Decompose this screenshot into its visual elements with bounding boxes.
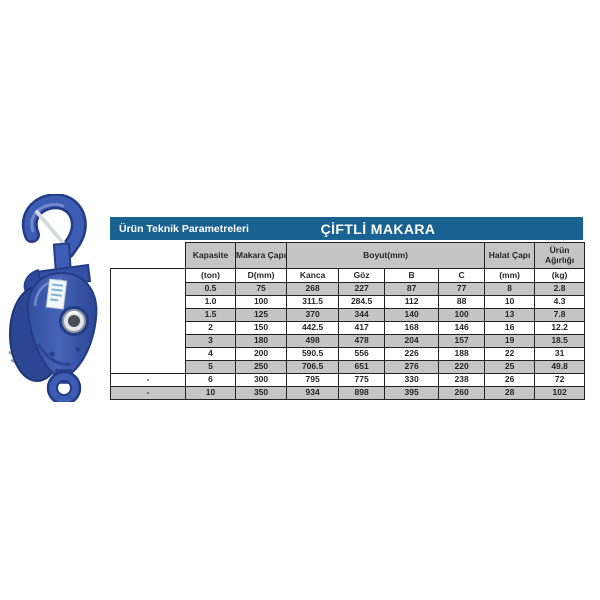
cell-c: 188 [439,348,485,361]
cell-kapasite: 2 [186,322,236,335]
image-label-cell [111,269,186,374]
title-band [110,217,583,240]
cell-agirlik: 18.5 [535,335,585,348]
cell-agirlik: 12.2 [535,322,585,335]
col-header-makara-capi: Makara Çapı [236,243,287,269]
cell-d: 75 [236,283,287,296]
cell-c: 238 [439,374,485,387]
cell-halat: 28 [485,387,535,400]
cell-kanca: 590.5 [287,348,339,361]
cell-c: 157 [439,335,485,348]
cell-b: 112 [385,296,439,309]
cell-c: 260 [439,387,485,400]
cell-agirlik: 2.8 [535,283,585,296]
bottom-eye [48,370,80,402]
cell-kapasite: 4 [186,348,236,361]
cell-kanca: 934 [287,387,339,400]
cell-halat: 13 [485,309,535,322]
subheader-kg: (kg) [535,269,585,283]
cell-goz: 478 [339,335,385,348]
subheader-row [111,269,585,283]
cell-agirlik: 72 [535,374,585,387]
cell-kapasite: 10 [186,387,236,400]
cell-kapasite: 1.5 [186,309,236,322]
cell-halat: 8 [485,283,535,296]
cell-agirlik: 31 [535,348,585,361]
cell-d: 300 [236,374,287,387]
cell-goz: 284.5 [339,296,385,309]
cell-kanca: 442.5 [287,322,339,335]
section-title: Ürün Teknik Parametreleri [119,222,249,235]
cell-halat: 25 [485,361,535,374]
row-label: - [111,387,186,400]
cell-goz: 556 [339,348,385,361]
col-header-urun-agirligi: Ürün Ağırlığı [535,243,585,269]
table-row [111,374,585,387]
row-label: - [111,374,186,387]
cell-halat: 16 [485,322,535,335]
cell-goz: 417 [339,322,385,335]
cell-halat: 10 [485,296,535,309]
subheader-b: B [385,269,439,283]
cell-b: 87 [385,283,439,296]
cell-b: 226 [385,348,439,361]
subheader-c: C [439,269,485,283]
cell-b: 140 [385,309,439,322]
cell-kanca: 268 [287,283,339,296]
cell-agirlik: 49.8 [535,361,585,374]
cell-b: 395 [385,387,439,400]
cell-c: 100 [439,309,485,322]
cell-b: 168 [385,322,439,335]
col-header-boyut: Boyut(mm) [287,243,485,269]
cell-kanca: 498 [287,335,339,348]
product-label-sticker [46,279,66,309]
cell-d: 150 [236,322,287,335]
subheader-mm: (mm) [485,269,535,283]
table-row [111,387,585,400]
cell-goz: 651 [339,361,385,374]
col-header-kapasite: Kapasite [186,243,236,269]
cell-c: 146 [439,322,485,335]
cell-kapasite: 6 [186,374,236,387]
product-title: ÇİFTLİ MAKARA [320,220,436,237]
subheader-goz: Göz [339,269,385,283]
cell-kapasite: 0.5 [186,283,236,296]
subheader-kanca: Kanca [287,269,339,283]
col-header-halat-capi: Halat Çapı [485,243,535,269]
cell-d: 350 [236,387,287,400]
cell-agirlik: 102 [535,387,585,400]
cell-b: 330 [385,374,439,387]
cell-b: 276 [385,361,439,374]
cell-agirlik: 7.8 [535,309,585,322]
header-spacer [111,243,186,269]
cell-c: 220 [439,361,485,374]
axle-hub [61,308,88,335]
subheader-dmm: D(mm) [236,269,287,283]
product-image-pulley [8,194,110,402]
subheader-ton: (ton) [186,269,236,283]
cell-c: 88 [439,296,485,309]
cell-d: 100 [236,296,287,309]
cell-d: 200 [236,348,287,361]
cell-kapasite: 3 [186,335,236,348]
cell-goz: 775 [339,374,385,387]
header-row [111,243,585,269]
cell-goz: 898 [339,387,385,400]
cell-kanca: 311.5 [287,296,339,309]
cell-goz: 344 [339,309,385,322]
cell-halat: 26 [485,374,535,387]
cell-kanca: 370 [287,309,339,322]
cell-kapasite: 5 [186,361,236,374]
cell-d: 250 [236,361,287,374]
cell-halat: 22 [485,348,535,361]
cell-d: 180 [236,335,287,348]
cell-agirlik: 4.3 [535,296,585,309]
spec-table [110,242,585,400]
cell-halat: 19 [485,335,535,348]
cell-d: 125 [236,309,287,322]
cell-kapasite: 1.0 [186,296,236,309]
cell-goz: 227 [339,283,385,296]
cell-kanca: 795 [287,374,339,387]
cell-c: 77 [439,283,485,296]
cell-b: 204 [385,335,439,348]
cell-kanca: 706.5 [287,361,339,374]
